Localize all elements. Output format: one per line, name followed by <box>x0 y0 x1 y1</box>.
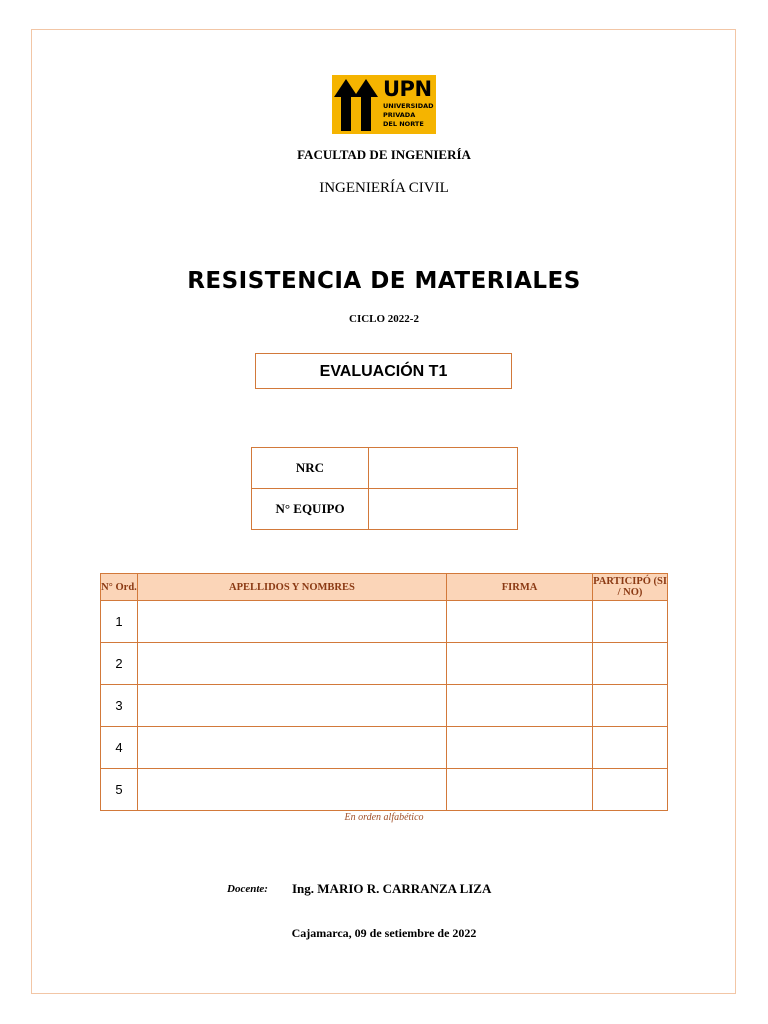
table-row <box>101 769 668 811</box>
teacher-label: Docente: <box>227 883 268 895</box>
signature-cell[interactable] <box>446 769 592 811</box>
alphabetical-note: En orden alfabético <box>344 812 424 823</box>
team-label: N° EQUIPO <box>252 489 369 530</box>
table-row <box>252 489 518 530</box>
nrc-label: NRC <box>252 448 369 489</box>
teacher-name: Ing. MARIO R. CARRANZA LIZA <box>292 881 492 896</box>
participated-cell[interactable] <box>593 643 668 685</box>
participated-cell[interactable] <box>593 769 668 811</box>
table-row <box>101 685 668 727</box>
name-cell[interactable] <box>137 601 446 643</box>
row-number: 4 <box>101 727 138 769</box>
row-number: 1 <box>101 601 138 643</box>
upn-logo <box>332 75 436 134</box>
table-row <box>101 601 668 643</box>
row-number: 2 <box>101 643 138 685</box>
date-line: Cajamarca, 09 de setiembre de 2022 <box>291 926 477 940</box>
logo-brand: UPN <box>383 77 432 101</box>
table-header-row <box>101 574 668 601</box>
header-signature: FIRMA <box>446 574 592 601</box>
participated-cell[interactable] <box>593 727 668 769</box>
team-value[interactable] <box>369 489 518 530</box>
participated-cell[interactable] <box>593 685 668 727</box>
header-participated: PARTICIPÓ (SI / NO) <box>593 574 668 601</box>
faculty-title: FACULTAD DE INGENIERÍA <box>297 147 471 162</box>
name-cell[interactable] <box>137 685 446 727</box>
name-cell[interactable] <box>137 769 446 811</box>
info-table <box>251 447 518 530</box>
name-cell[interactable] <box>137 643 446 685</box>
row-number: 3 <box>101 685 138 727</box>
members-table <box>100 573 668 811</box>
signature-cell[interactable] <box>446 727 592 769</box>
table-row <box>101 643 668 685</box>
evaluation-title: EVALUACIÓN T1 <box>255 353 512 389</box>
row-number: 5 <box>101 769 138 811</box>
logo-subtitle: UNIVERSIDAD PRIVADA DEL NORTE <box>383 102 434 128</box>
table-row <box>101 727 668 769</box>
table-row <box>252 448 518 489</box>
career-title: INGENIERÍA CIVIL <box>319 180 449 196</box>
participated-cell[interactable] <box>593 601 668 643</box>
signature-cell[interactable] <box>446 601 592 643</box>
name-cell[interactable] <box>137 727 446 769</box>
header-order: N° Ord. <box>101 574 138 601</box>
cycle-label: CICLO 2022-2 <box>349 313 419 325</box>
signature-cell[interactable] <box>446 643 592 685</box>
header-names: APELLIDOS Y NOMBRES <box>137 574 446 601</box>
signature-cell[interactable] <box>446 685 592 727</box>
course-title: RESISTENCIA DE MATERIALES <box>187 268 581 294</box>
nrc-value[interactable] <box>369 448 518 489</box>
